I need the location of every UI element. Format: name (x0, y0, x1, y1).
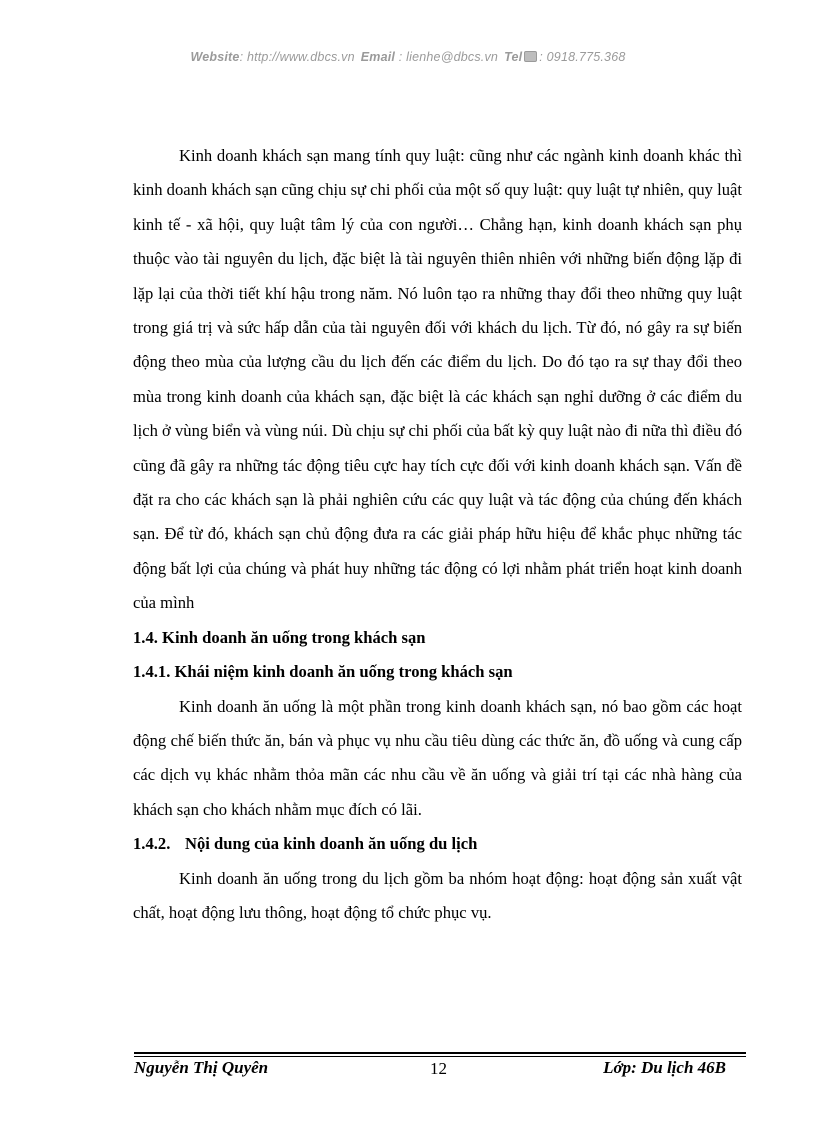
tel-label: Tel (504, 50, 523, 64)
body-paragraph-3: Kinh doanh ăn uống trong du lịch gồm ba nhóm hoạt động: hoạt động sản xuất vật chất, hoạt động lưu thông, hoạt động tổ chức phục vụ. (133, 868, 742, 922)
page-footer (134, 1058, 746, 1088)
email-address[interactable]: lienhe@dbcs.vn (406, 50, 499, 64)
footer-divider-thin (134, 1056, 746, 1057)
document-body (133, 139, 742, 930)
website-url[interactable]: http://www.dbcs.vn (246, 50, 355, 64)
website-separator: : (239, 50, 247, 64)
website-label: Website (190, 50, 240, 64)
body-paragraph-2: Kinh doanh ăn uống là một phần trong kinh doanh khách sạn, nó bao gồm các hoạt động chế biến thức ăn, bán và phục vụ nhu cầu tiêu dùng các thức ăn, đồ uống và cung cấp các dịch vụ khác nhằm thỏa mãn các nhu cầu về ăn uống và giải trí tại các nhà hàng của khách sạn cho khách nhằm mục đích có lãi. (133, 696, 742, 819)
email-label: Email (360, 50, 396, 64)
section-heading-1-4-2 (133, 827, 742, 861)
body-paragraph-1: Kinh doanh khách sạn mang tính quy luật: cũng như các ngành kinh doanh khác thì kinh doanh khách sạn cũng chịu sự chi phối của một số quy luật: quy luật tự nhiên, quy luật kinh tế - xã hội, quy luật tâm lý của con người… Chẳng hạn, kinh doanh khách sạn phụ thuộc vào tài nguyên du lịch, đặc biệt là tài nguyên thiên nhiên với những biến động lặp đi lặp lại của thời tiết khí hậu trong năm. Nó luôn tạo ra những thay đổi theo những quy luật trong giá trị và sức hấp dẫn của tài nguyên đối với khách du lịch. Từ đó, nó gây ra sự biến động theo mùa của lượng cầu du lịch đến các điểm du lịch. Do đó tạo ra sự thay đổi theo mùa trong kinh doanh của khách sạn, đặc biệt là các khách sạn nghỉ dưỡng ở các điểm du lịch ở vùng biển và vùng núi. Dù chịu sự chi phối của bất kỳ quy luật nào đi nữa thì điều đó cũng đã gây ra những tác động tiêu cực hay tích cực đối với kinh doanh khách sạn. Vấn đề đặt ra cho các khách sạn là phải nghiên cứu các quy luật và tác động của chúng đến khách sạn. Để từ đó, khách sạn chủ động đưa ra các giải pháp hữu hiệu để khắc phục những tác động bất lợi của chúng và phát huy những tác động có lợi nhằm phát triển hoạt kinh doanh của mình (133, 146, 742, 613)
footer-divider (134, 1052, 746, 1054)
section-heading-1-4-1: 1.4.1. Khái niệm kinh doanh ăn uống trong khách sạn (133, 662, 513, 682)
email-separator: : (395, 50, 407, 64)
page-number: 12 (430, 1059, 447, 1078)
tel-separator: : (539, 50, 547, 64)
page-header (0, 50, 816, 64)
footer-class: Lớp: Du lịch 46B (603, 1058, 726, 1077)
tel-number: 0918.775.368 (546, 50, 626, 64)
section-heading-1-4: 1.4. Kinh doanh ăn uống trong khách sạn (133, 627, 426, 647)
section-title: Nội dung của kinh doanh ăn uống du lịch (185, 834, 478, 854)
section-number: 1.4.2. (133, 834, 171, 854)
footer-author: Nguyễn Thị Quyên (134, 1058, 269, 1077)
phone-icon (524, 51, 537, 62)
